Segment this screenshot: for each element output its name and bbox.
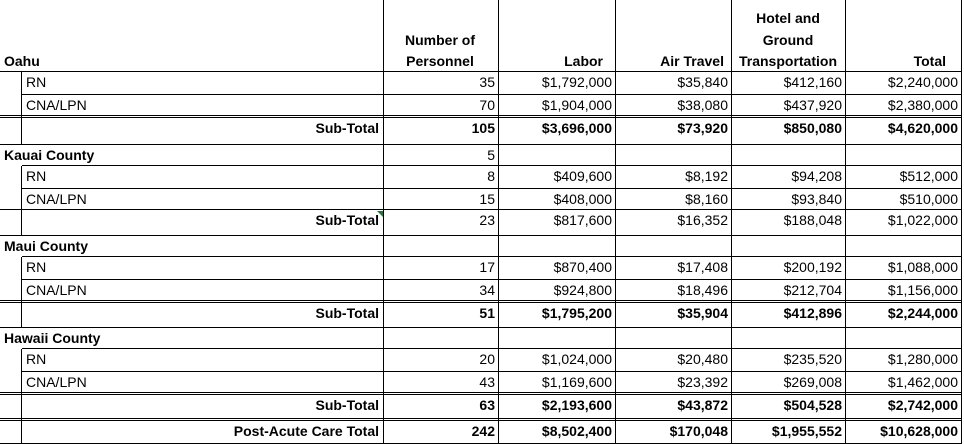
table-row-8-total [846,238,961,257]
header-hotel-line3: Transportation [738,53,837,69]
table-row-9-air-travel: $17,408 [677,259,728,275]
row-divider [0,144,962,145]
table-row-4-region-label: Kauai County [4,147,95,163]
table-row-6-label: CNA/LPN [26,191,87,207]
table-row-7-hotel: $188,048 [783,212,842,228]
table-row-9-label: RN [26,259,47,275]
table-row-2-hotel: $437,920 [783,97,842,113]
table-row-5-air-travel: $8,192 [685,168,728,184]
table-row-3-label: Sub-Total [315,120,379,136]
table-row-10-labor: $924,800 [553,282,612,298]
table-row-11-personnel: 51 [479,305,495,321]
table-row-11-label: Sub-Total [315,305,379,321]
row-divider [22,165,962,166]
subtotal-top-border [0,209,962,210]
table-row-8-air-travel [616,238,731,257]
table-row-8-region-label: Maui County [4,238,88,254]
table-row-4-air-travel [616,147,731,166]
table-row-5-labor: $409,600 [553,168,612,184]
subtotal-top-border [0,420,962,421]
table-row-6-personnel: 15 [479,191,495,207]
table-row-6-labor: $408,000 [553,191,612,207]
indent-guide [21,372,22,395]
subtotal-top-border [0,392,962,393]
indent-guide [21,395,22,421]
table-row-13-personnel: 20 [479,351,495,367]
table-row-6-total: $510,000 [899,191,958,207]
subtotal-top-border [0,418,962,419]
table-row-2-air-travel: $38,080 [677,97,728,113]
subtotal-top-border [0,115,962,116]
comment-marker-icon[interactable] [377,211,383,217]
table-row-2-personnel: 70 [479,97,495,113]
table-row-13-labor: $1,024,000 [541,351,612,367]
table-row-4-total [846,147,961,166]
row-divider [0,327,962,328]
table-row-16-personnel: 242 [471,423,495,439]
indent-guide [21,210,22,236]
table-row-6-air-travel: $8,160 [685,191,728,207]
row-divider [22,371,962,372]
indent-guide [21,72,22,95]
table-row-16-total: $10,628,000 [880,423,958,439]
table-row-7-air-travel: $16,352 [677,212,728,228]
table-row-13-total: $1,280,000 [887,351,958,367]
subtotal-top-border [0,300,962,301]
table-row-8-hotel [732,238,845,257]
header-hotel-line1: Hotel and [756,10,820,26]
table-row-2-label: CNA/LPN [26,97,87,113]
table-row-7-labor: $817,600 [553,212,612,228]
table-row-14-hotel: $269,008 [783,374,842,390]
table-row-1-total: $2,240,000 [887,74,958,90]
indent-guide [21,166,22,189]
table-row-12-total [846,330,961,349]
column-divider-personnel [498,0,499,444]
table-row-12-personnel [384,330,498,349]
table-row-1-personnel: 35 [479,74,495,90]
row-divider [22,256,962,257]
row-divider [22,279,962,280]
row-divider [22,188,962,189]
table-row-3-personnel: 105 [471,120,495,136]
header-labor: Labor [564,53,603,69]
table-row-11-total: $2,244,000 [887,305,958,321]
table-row-5-hotel: $94,208 [791,168,842,184]
row-divider [0,235,962,236]
table-row-5-label: RN [26,168,47,184]
table-row-10-total: $1,156,000 [887,282,958,298]
table-row-3-air-travel: $73,920 [677,120,728,136]
table-row-1-label: RN [26,74,47,90]
table-row-4-personnel: 5 [487,147,495,163]
table-row-15-air-travel: $43,872 [677,397,728,413]
table-row-11-air-travel: $35,904 [677,305,728,321]
table-row-13-hotel: $235,520 [783,351,842,367]
table-row-13-label: RN [26,351,47,367]
row-divider [22,348,962,349]
table-row-2-labor: $1,904,000 [541,97,612,113]
table-row-10-label: CNA/LPN [26,282,87,298]
header-total: Total [913,53,946,69]
table-row-9-hotel: $200,192 [783,259,842,275]
header-bottom-border [0,71,962,72]
table-row-9-personnel: 17 [479,259,495,275]
table-row-13-air-travel: $20,480 [677,351,728,367]
subtotal-top-border [0,394,962,395]
table-row-4-hotel [732,147,845,166]
header-personnel-line1: Number of [405,32,475,48]
table-row-15-labor: $2,193,600 [541,397,612,413]
table-row-8-personnel [384,238,498,257]
table-row-7-label: Sub-Total [315,212,379,228]
table-row-12-hotel [732,330,845,349]
table-row-9-total: $1,088,000 [887,259,958,275]
table-row-16-air-travel: $170,048 [669,423,728,439]
table-row-14-air-travel: $23,392 [677,374,728,390]
table-row-1-hotel: $412,160 [783,74,842,90]
table-row-15-total: $2,742,000 [887,397,958,413]
table-row-14-label: CNA/LPN [26,374,87,390]
table-row-16-labor: $8,502,400 [541,423,612,439]
table-row-15-hotel: $504,528 [783,397,842,413]
table-row-12-region-label: Hawaii County [4,330,101,346]
table-row-9-labor: $870,400 [553,259,612,275]
indent-guide [21,95,22,118]
column-divider-total [961,0,962,444]
table-row-12-air-travel [616,330,731,349]
table-row-5-personnel: 8 [487,168,495,184]
table-row-10-personnel: 34 [479,282,495,298]
header-personnel-line2: Personnel [406,53,474,69]
table-row-8-labor [499,238,615,257]
column-divider-air [731,0,732,444]
table-row-14-labor: $1,169,600 [541,374,612,390]
table-row-14-personnel: 43 [479,374,495,390]
indent-guide [21,280,22,303]
table-row-1-air-travel: $35,840 [677,74,728,90]
table-row-3-hotel: $850,080 [783,120,842,136]
table-row-15-label: Sub-Total [315,397,379,413]
header-air-travel: Air Travel [660,53,724,69]
table-row-3-total: $4,620,000 [887,120,958,136]
table-row-1-labor: $1,792,000 [541,74,612,90]
header-region: Oahu [4,53,40,69]
indent-guide [21,349,22,372]
table-row-10-hotel: $212,704 [783,282,842,298]
table-row-3-labor: $3,696,000 [541,120,612,136]
header-hotel-line2: Ground [762,32,814,48]
table-row-16-label: Post-Acute Care Total [233,423,379,439]
table-row-7-personnel: 23 [479,212,495,228]
indent-guide [21,303,22,328]
table-row-14-total: $1,462,000 [887,374,958,390]
subtotal-top-border [0,302,962,303]
table-row-4-labor [499,147,615,166]
table-row-12-labor [499,330,615,349]
indent-guide [21,421,22,444]
table-row-16-hotel: $1,955,552 [771,423,842,439]
table-row-15-personnel: 63 [479,397,495,413]
table-row-2-total: $2,380,000 [887,97,958,113]
indent-guide [21,189,22,210]
table-row-5-total: $512,000 [899,168,958,184]
indent-guide [21,118,22,145]
table-row-11-labor: $1,795,200 [541,305,612,321]
table-row-7-total: $1,022,000 [887,212,958,228]
column-divider-hotel [845,0,846,444]
row-divider [22,94,962,95]
subtotal-top-border [0,117,962,118]
table-row-10-air-travel: $18,496 [677,282,728,298]
table-row-11-hotel: $412,896 [783,305,842,321]
column-divider-label [383,0,384,444]
indent-guide [21,257,22,280]
table-row-6-hotel: $93,840 [791,191,842,207]
column-divider-labor [615,0,616,444]
